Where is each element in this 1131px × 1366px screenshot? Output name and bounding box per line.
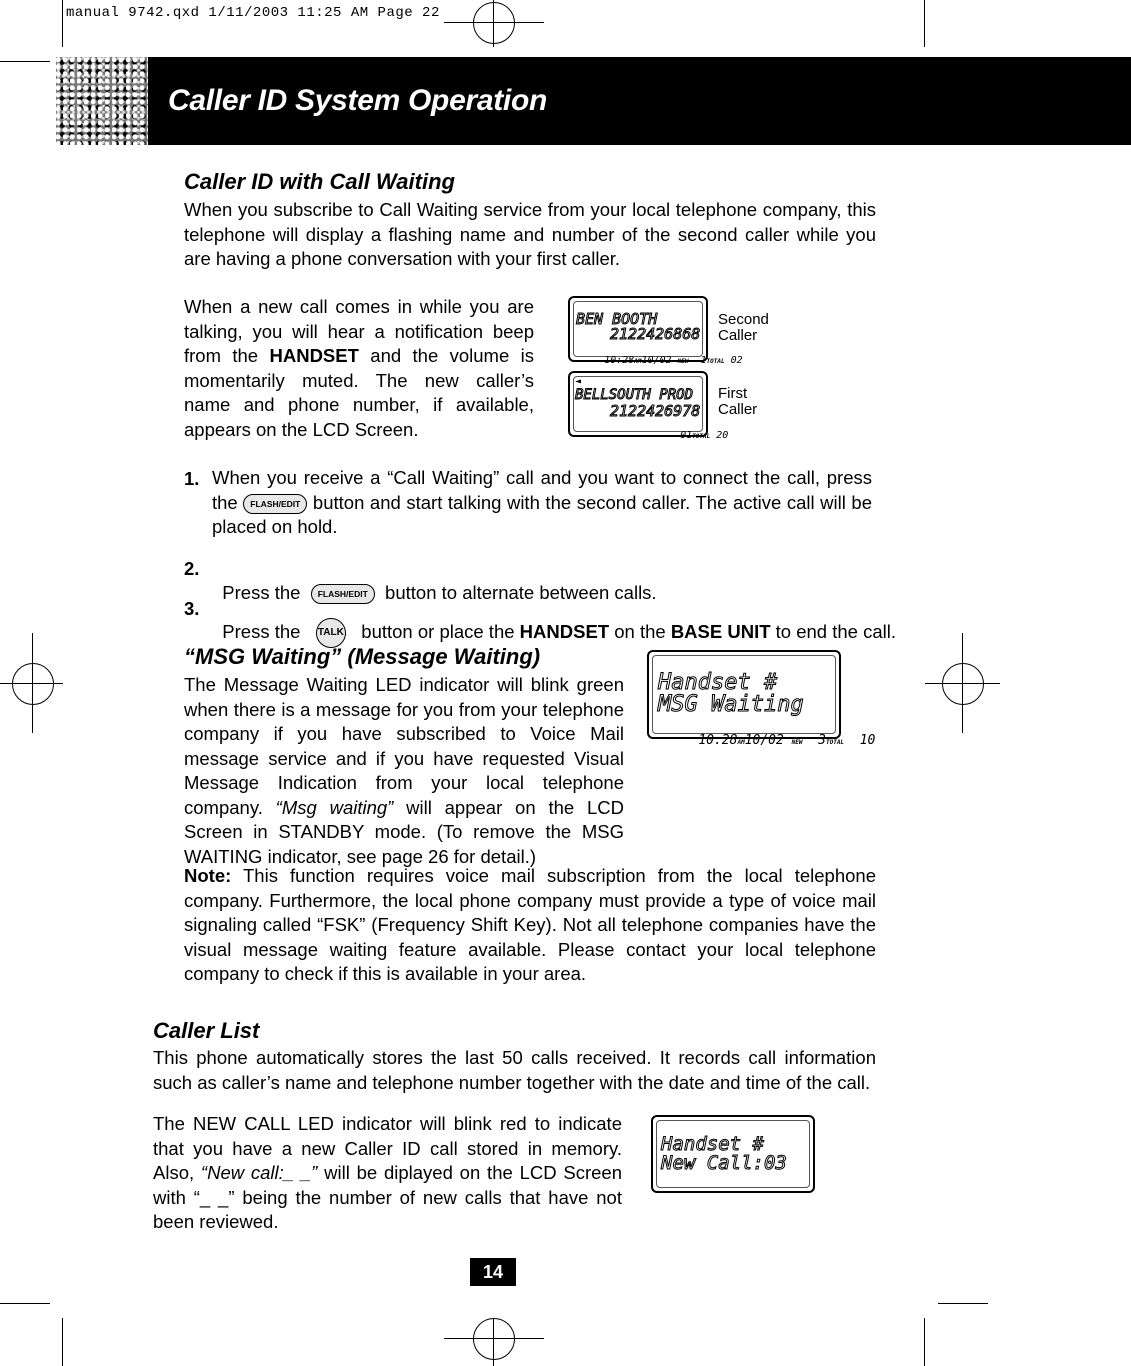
registration-mark (473, 1318, 515, 1360)
lcd-line-2: MSG Waiting (658, 692, 804, 717)
lcd-caller-number: 2122426868 (610, 325, 701, 343)
crop-mark (0, 1303, 50, 1304)
call-waiting-intro: When you subscribe to Call Waiting service from your local telephone company, this telephone will display a flashing name and number of the second caller while you are having a phone conversation with your first caller. (184, 199, 876, 269)
section-heading-msg-waiting: “MSG Waiting” (Message Waiting) (184, 644, 541, 669)
page-title: Caller ID System Operation (168, 84, 547, 117)
caller-list-intro: This phone automatically stores the last 50 calls received. It records call information such as caller’s name and telephone number together with the date and time of the call. (153, 1047, 876, 1093)
crop-mark (0, 61, 50, 62)
registration-line (444, 1338, 544, 1339)
msg-waiting-text: The Message Waiting LED indicator will blink green when there is a message for you from your telephone company if you have subscribed to Voice Mail message service and if you have requested Visual Message Indication from your local telephone company. “Msg waiting” will appear on the LCD Screen in STANDBY mode. (To remove the MSG WAITING indicator, see page 26 for detail.) (184, 674, 624, 867)
talk-button-icon: TALK (316, 618, 346, 648)
caller-list-text: The NEW CALL LED indicator will blink red to indicate that you have a new Caller ID call stored in memory. Also, “New call:_ _” will be diplayed on the LCD Screen with “_ _” being the number of new calls that have not been reviewed. (153, 1113, 622, 1232)
lcd-status-line: 01TOTAL 20 (680, 430, 729, 441)
registration-mark (473, 2, 515, 44)
crop-mark (924, 1318, 925, 1366)
crop-mark (938, 1303, 988, 1304)
note-text: Note: This function requires voice mail subscription from the local telephone company. Furthermore, the local phone company must provide a type of voice mail signaling called “FSK” (Frequency Shift Key). Not all telephone companies have the visual message waiting feature available. Please contact your local telephone company to check if this is available in your area. (184, 865, 876, 984)
flash-edit-button-icon: FLASH/EDIT (311, 584, 375, 604)
lcd-caller-name: BELLSOUTH PROD (575, 387, 694, 403)
lcd-line-1: Handset # (661, 1133, 764, 1155)
lcd-new-call (651, 1115, 815, 1193)
registration-line (962, 633, 963, 733)
step-number: 2. (184, 558, 200, 579)
step-number: 1. (184, 468, 200, 489)
registration-line (493, 1318, 494, 1366)
lcd-line-1: Handset # (658, 670, 778, 695)
registration-line (493, 0, 494, 47)
print-slug: manual 9742.qxd 1/11/2003 11:25 AM Page 22 (66, 5, 440, 21)
callout-second-caller: Second Caller (718, 311, 769, 344)
section-heading-caller-list: Caller List (153, 1018, 260, 1043)
lcd-first-caller (568, 371, 729, 441)
lcd-arrow-icon: ◄ (575, 376, 582, 387)
lcd-line-2: New Call:03 (661, 1152, 787, 1174)
lcd-status-line: 10:28AM10/02 NEW 3TOTAL 10 (698, 733, 876, 748)
callout-first-caller: First Caller (718, 385, 758, 418)
step-number: 3. (184, 598, 200, 619)
registration-line (444, 22, 544, 23)
lcd-msg-waiting (647, 650, 876, 748)
crop-mark (62, 1318, 63, 1366)
step-2-text: Press the FLASH/EDIT button to alternate between calls. (222, 581, 657, 603)
registration-mark (942, 663, 984, 705)
flash-edit-button-icon: FLASH/EDIT (243, 494, 307, 514)
call-waiting-para2: When a new call comes in while you are talking, you will hear a notification beep from the HANDSET and the volume is momentarily muted. The new caller’s name and phone number, if available, appears on the LCD Screen. (184, 296, 534, 440)
registration-line (32, 633, 33, 733)
lcd-caller-name: BEN BOOTH (576, 310, 658, 328)
step-1-text: When you receive a “Call Waiting” call and you want to connect the call, press the FLASH/EDIT button and start talking with the second caller. The active call will be placed on hold. (212, 467, 873, 537)
header-texture (56, 57, 148, 145)
lcd-status-line: 10:28AM10/02 NEW 1TOTAL 02 (604, 355, 743, 366)
registration-mark (12, 663, 54, 705)
lcd-caller-number: 2122426978 (610, 402, 701, 420)
lcd-second-caller (568, 296, 743, 366)
crop-mark (62, 0, 63, 47)
section-heading-call-waiting: Caller ID with Call Waiting (184, 169, 455, 194)
crop-mark (924, 0, 925, 47)
page-number: 14 (470, 1258, 516, 1286)
step-3-text: Press the TALK button or place the HANDSET on the BASE UNIT to end the call. (212, 593, 892, 648)
